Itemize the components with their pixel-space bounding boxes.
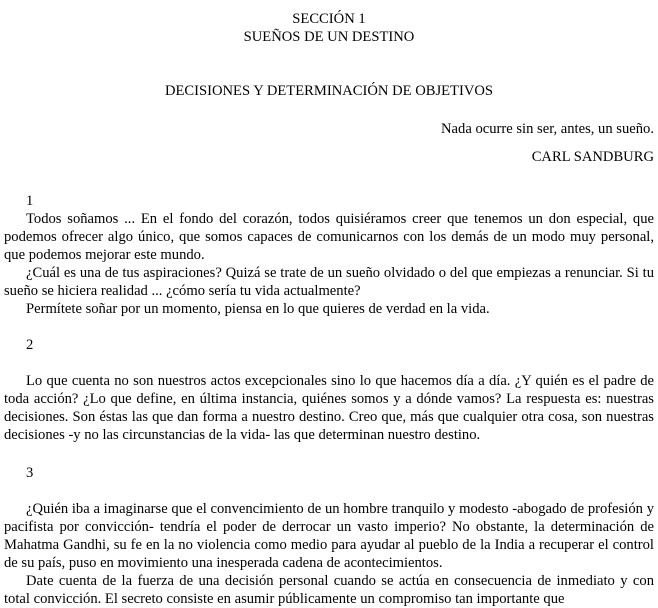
paragraph: Todos soñamos ... En el fondo del corazón, todos quisiéramos creer que tenemos un don especial, que podemos ofrecer algo único, que somos capaces de comunicarnos con los demás de un modo muy personal, que podemos mejorar este mundo.: [4, 211, 654, 263]
section-heading: [4, 10, 654, 46]
section-3: [4, 464, 654, 608]
section-number: 1: [26, 193, 34, 209]
epigraph: [4, 120, 654, 166]
epigraph-author: CARL SANDBURG: [531, 149, 654, 165]
section-number: 3: [26, 465, 34, 481]
paragraph: ¿Cuál es una de tus aspiraciones? Quizá se trate de un sueño olvidado o del que empiezas a renunciar. Si tu sueño se hiciera realidad ... ¿cómo sería tu vida actualmente?: [4, 265, 654, 299]
section-number: 2: [26, 337, 34, 353]
paragraph: ¿Quién iba a imaginarse que el convencimiento de un hombre tranquilo y modesto -abogado de profesión y pacifista por convicción- tendría el poder de derrocar un vasto imperio? No obstante, la determinación de Mahatma Gandhi, su fe en la no violencia como medio para ayudar al pueblo de la India a recuperar el control de su país, puso en movimiento una inesperada cadena de acontecimientos.: [4, 501, 654, 571]
paragraph: Permítete soñar por un momento, piensa en lo que quieres de verdad en la vida.: [26, 301, 490, 317]
paragraph: Lo que cuenta no son nuestros actos excepcionales sino lo que hacemos día a día. ¿Y quién es el padre de toda acción? ¿Lo que define, en última instancia, quiénes somos y a dónde vamos? La respuesta es: nuestras decisiones. Son éstas las que dan forma a nuestro destino. Creo que, más que cualquier otra cosa, son nuestras decisiones -y no las circunstancias de la vida- las que determinan nuestro destino.: [4, 373, 654, 443]
section-2: [4, 336, 654, 444]
chapter-title: DECISIONES Y DETERMINACIÓN DE OBJETIVOS: [164, 83, 494, 99]
paragraph: Date cuenta de la fuerza de una decisión personal cuando se actúa en consecuencia de inmediato y con total convicción. El secreto consiste en asumir públicamente un compromiso tan importante que: [4, 573, 654, 607]
section-label: SECCIÓN 1: [292, 11, 366, 27]
epigraph-quote: Nada ocurre sin ser, antes, un sueño.: [441, 121, 654, 137]
section-subtitle: SUEÑOS DE UN DESTINO: [243, 29, 415, 45]
section-1: [4, 192, 654, 318]
